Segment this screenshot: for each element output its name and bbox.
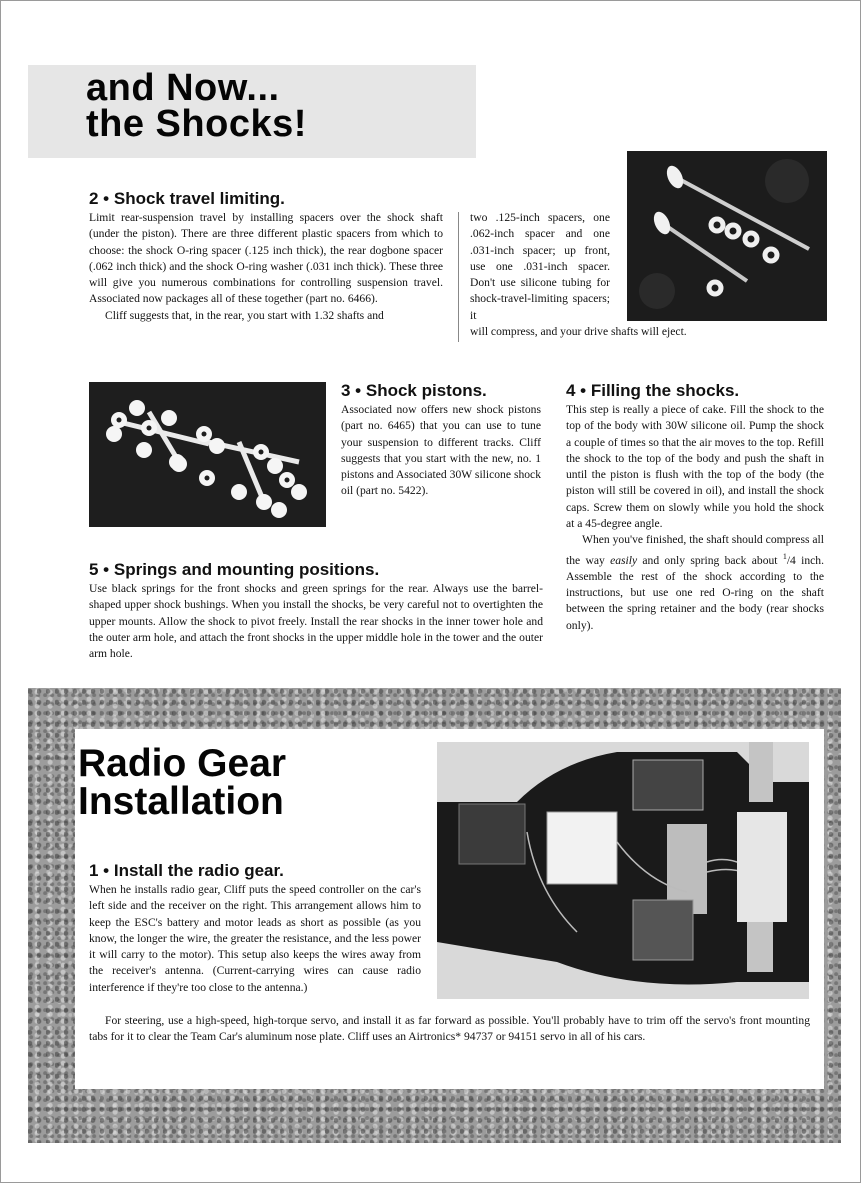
radio-section-1-text: When he installs radio gear, Cliff puts the speed controller on the car's left side and the receiver on the right. This arrangement allows him to keep the ESC's battery and motor leads as short as possible (as you know, the longer the wire, the greater the resistance, and the less power it will carry to the motor). This setup also keeps the wires away from the receiver's antenna. (Current-carrying wires can cause radio interference if they're too close to the antenna.) bbox=[89, 883, 421, 994]
section-2-paragraph-2: Cliff suggests that, in the rear, you start with 1.32 shafts and bbox=[105, 308, 384, 322]
section-4-p2-part-c: inch. Assemble the rest of the shock according to the instructions, but use one red O-ring on the shaft between the spring retainer and the body (rear shocks only). bbox=[566, 553, 824, 632]
radio-title bbox=[78, 742, 287, 823]
section-2-column-1 bbox=[89, 210, 443, 324]
section-4-heading: 4 • Filling the shocks. bbox=[566, 381, 740, 400]
section-4-text bbox=[566, 402, 824, 634]
fraction-numerator: 1 bbox=[782, 551, 787, 561]
section-2-paragraph-1: Limit rear-suspension travel by installing spacers over the shock shaft (under the piston). There are three different plastic spacers from which to choose: the shock O-ring spacer (.125 inch thick), the rear dogbone spacer (.062 inch thick) and the shock O-ring washer (.031 inch thick). These three will give you numerous combinations for controlling suspension travel. Associated now packages all of these together (part no. 6466). bbox=[89, 211, 443, 306]
section-5-text: Use black springs for the front shocks and green springs for the rear. Always use the barrel-shaped upper shock bushings. When you install the shocks, be very careful not to overtighten the upper mounts. Allow the shock to pivot freely. Install the rear shocks in the inner tower hole and the outer arm hole, and attach the front shocks in the upper middle hole in the tower and the outer arm hole. bbox=[89, 582, 543, 661]
fraction-denominator: /4 bbox=[786, 553, 796, 567]
radio-title-line2: Installation bbox=[78, 780, 284, 823]
section-4-p2-part-a: When you've finished, the shaft should compress all the way bbox=[566, 533, 824, 567]
section-4-p2-emphasis: easily bbox=[610, 553, 638, 567]
section-2-ending-text: will compress, and your drive shafts will eject. bbox=[470, 325, 687, 339]
section-3-text: Associated now offers new shock pistons (part no. 6465) that you can use to tune your suspension to different tracks. Cliff suggests that you start with the new, no. 1 pistons and Associated 30W silicone shock oil (part no. 5422). bbox=[341, 403, 541, 498]
shocks-title-line2: the Shocks! bbox=[86, 103, 307, 145]
shock-pistons-photo bbox=[89, 382, 326, 527]
section-3-heading: 3 • Shock pistons. bbox=[341, 381, 487, 400]
section-2-continued-text: two .125-inch spacers, one .062-inch spacer and one .031-inch spacer; up front, use one .031-inch spacer. Don't use silicone tubing for shock-travel-limiting spacers; it bbox=[470, 211, 610, 322]
radio-gear-chassis-photo bbox=[437, 742, 809, 999]
column-divider bbox=[458, 212, 459, 342]
section-2-heading: 2 • Shock travel limiting. bbox=[89, 189, 285, 208]
section-4-p2-part-b: and only spring back about bbox=[637, 553, 783, 567]
section-5-heading: 5 • Springs and mounting positions. bbox=[89, 560, 380, 579]
radio-title-line1: Radio Gear bbox=[78, 742, 287, 785]
section-2-column-2 bbox=[470, 210, 724, 340]
section-4-paragraph-2 bbox=[566, 532, 824, 634]
radio-section-steering-text bbox=[89, 1013, 810, 1046]
section-4-paragraph-1: This step is really a piece of cake. Fill the shock to the top of the body with 30W silicone oil. Pump the shock a couple of times so that the air moves to the top. Refill the shock to the top of the body and push the shaft in until the piston is flush with the top of the body (the piston will still be covered in oil), and install the shock caps. Screw them on slowly while you hold the shock at a 45-degree angle. bbox=[566, 403, 824, 531]
shocks-title bbox=[86, 67, 307, 145]
radio-section-paragraph-2: For steering, use a high-speed, high-torque servo, and install it as far forward as possible. You'll probably have to trim off the servo's front mounting tabs for it to clear the Team Car's aluminum nose plate. Cliff uses an Airtronics* 94737 or 94151 servo in all of his cars. bbox=[89, 1014, 810, 1044]
radio-section-1-heading: 1 • Install the radio gear. bbox=[89, 861, 284, 880]
shocks-title-line1: and Now... bbox=[86, 67, 280, 109]
